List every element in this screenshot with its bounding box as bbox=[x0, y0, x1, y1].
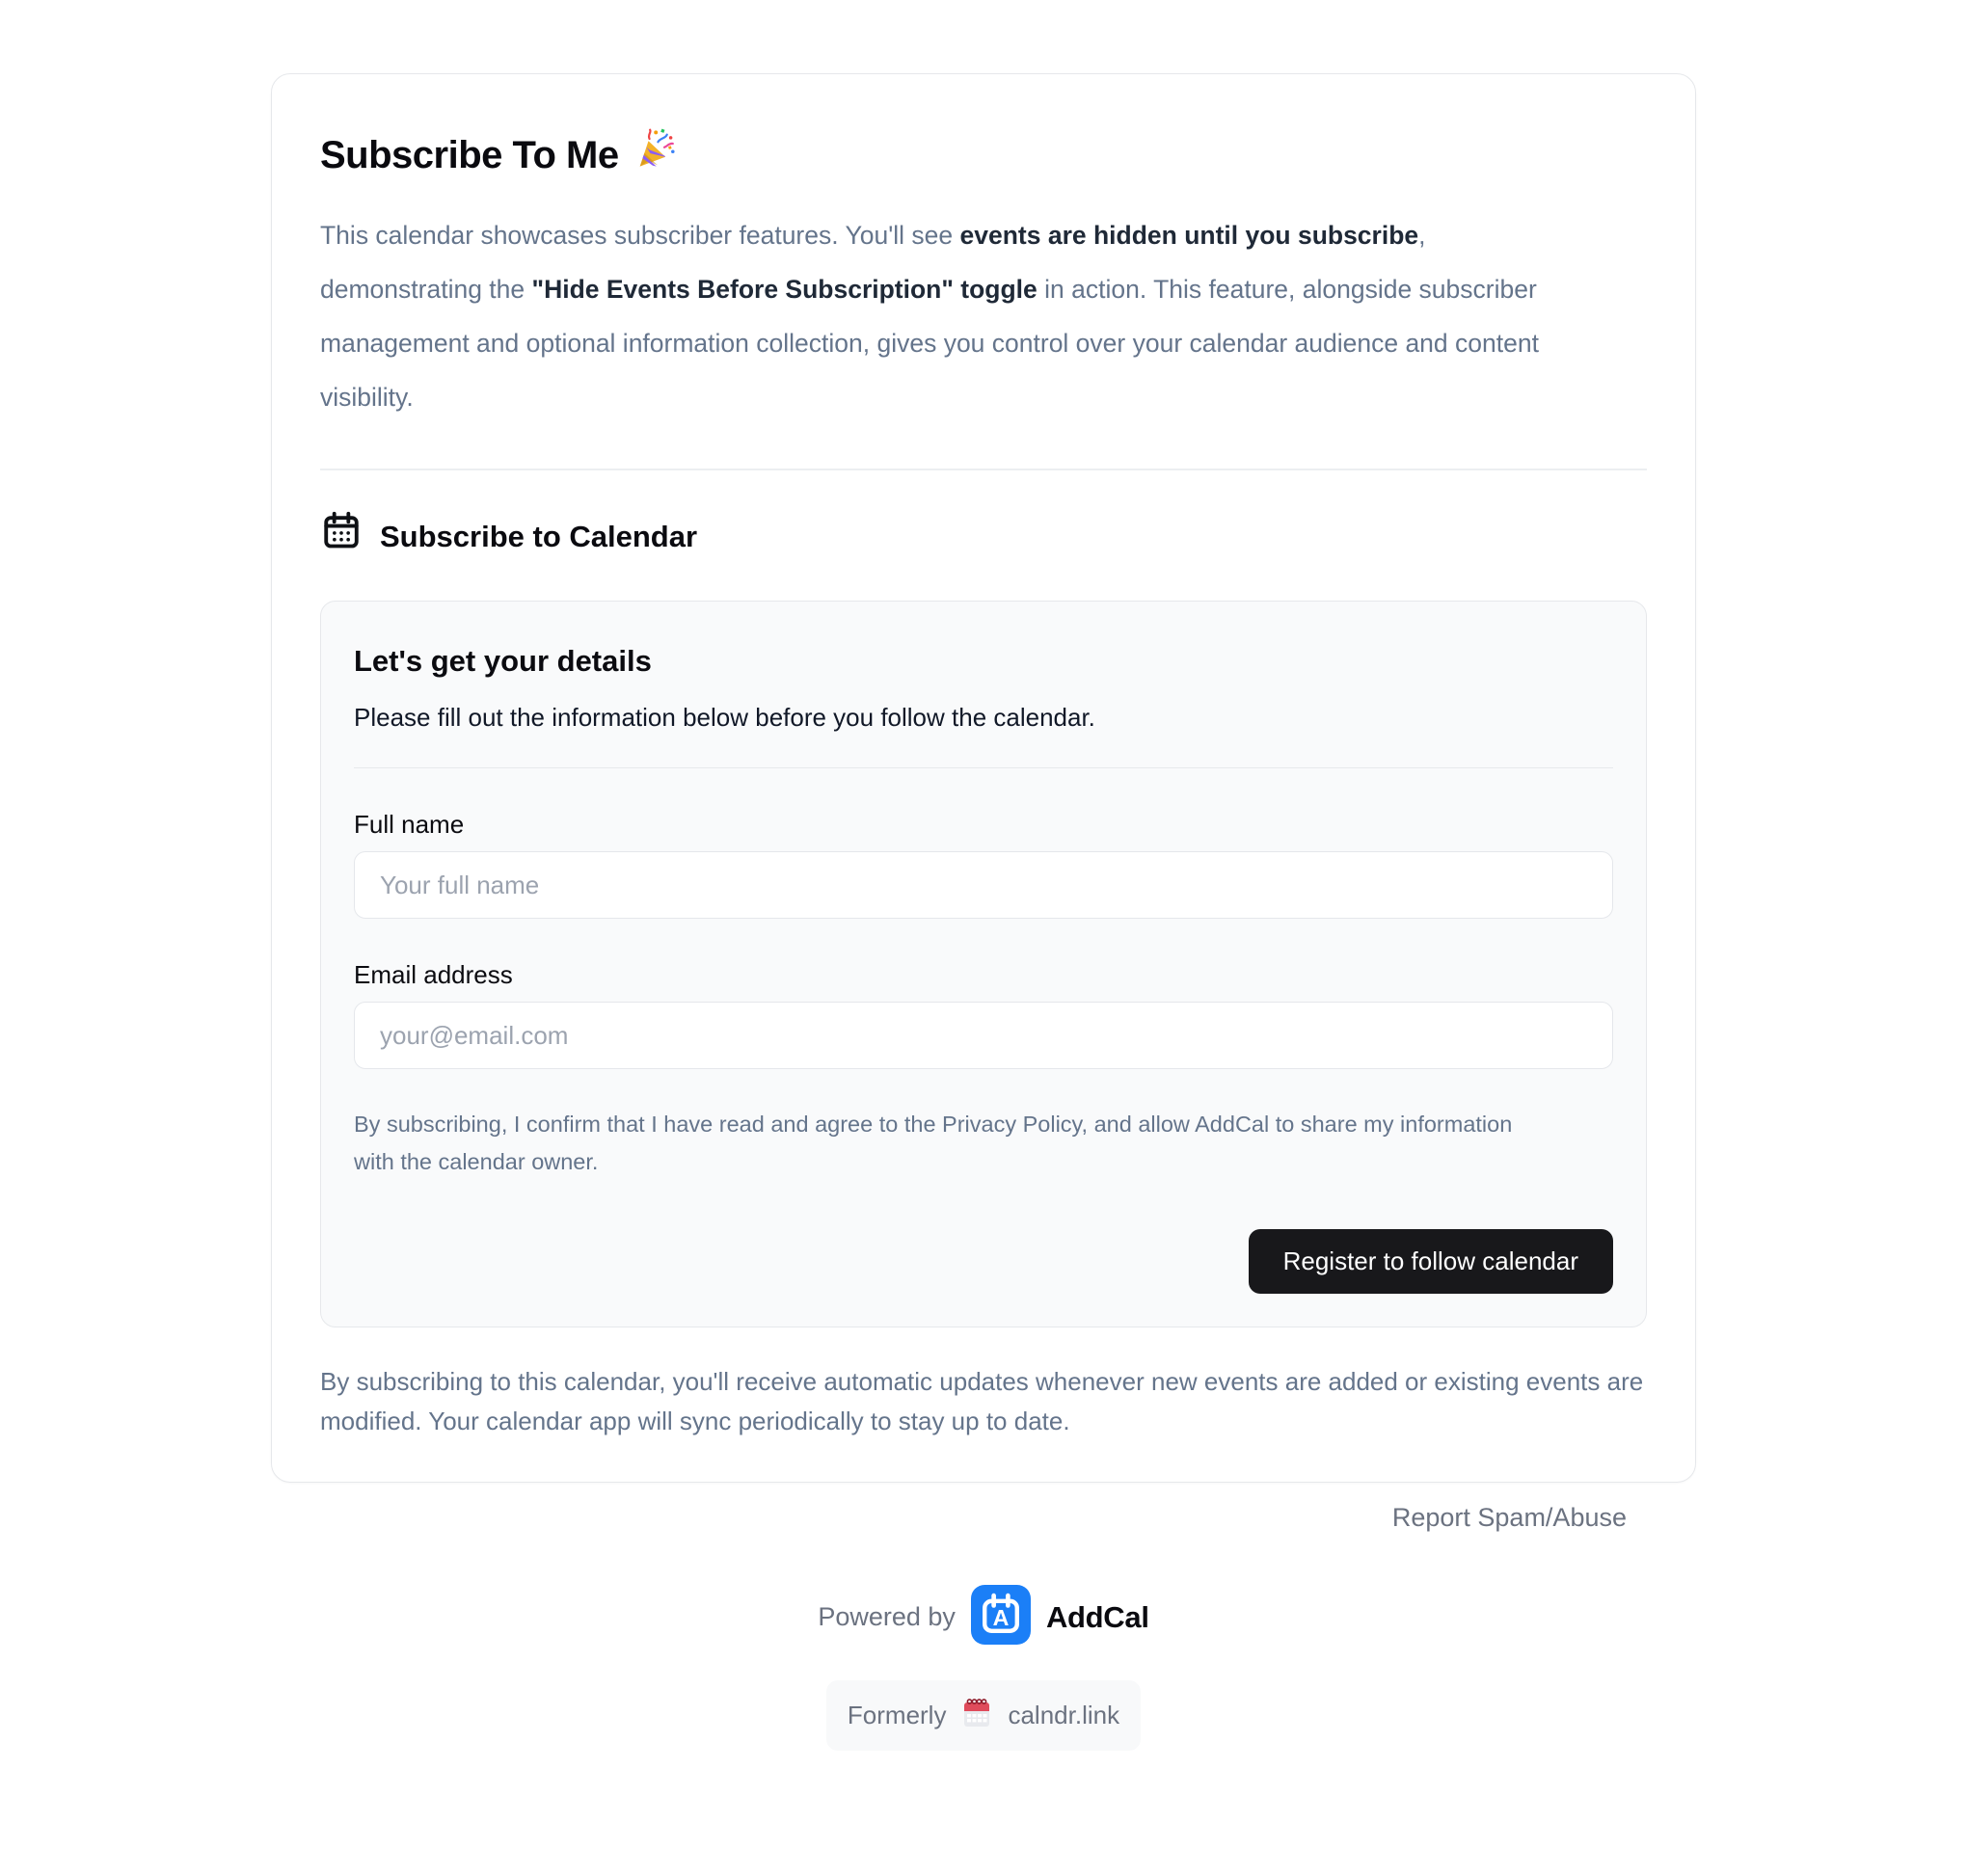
powered-by-label: Powered by bbox=[818, 1602, 956, 1631]
svg-text:A: A bbox=[992, 1604, 1010, 1630]
party-popper-icon bbox=[633, 128, 675, 181]
page-title bbox=[320, 128, 1647, 181]
form-title: Let's get your details bbox=[354, 644, 652, 678]
intro-text: This calendar showcases subscriber features. You'll see bbox=[320, 221, 960, 250]
full-name-label: Full name bbox=[354, 810, 465, 839]
intro-paragraph bbox=[320, 208, 1559, 424]
form-divider bbox=[354, 767, 1613, 768]
page-title-text: Subscribe To Me bbox=[320, 133, 619, 176]
intro-bold-hidden-events: events are hidden until you subscribe bbox=[959, 221, 1419, 250]
report-row bbox=[271, 1502, 1696, 1533]
powered-by[interactable] bbox=[0, 1585, 1967, 1649]
sync-note: By subscribing to this calendar, you'll receive automatic updates whenever new events are added or existing events are modified. Your calendar app will sync periodically to stay up to date. bbox=[320, 1367, 1644, 1435]
formerly-brand: calndr.link bbox=[1008, 1701, 1120, 1729]
subscribe-section-heading bbox=[320, 509, 1647, 564]
register-button[interactable]: Register to follow calendar bbox=[1249, 1229, 1613, 1294]
formerly-label: Formerly bbox=[847, 1701, 947, 1729]
intro-text: in action. This feature, alongside subscriber management and optional information collection, gives you control over your calendar audience and content visibility. bbox=[320, 275, 1539, 412]
formerly-row bbox=[0, 1680, 1967, 1751]
report-spam-link[interactable]: Report Spam/Abuse bbox=[1391, 1503, 1627, 1532]
details-form-card bbox=[320, 601, 1647, 1327]
full-name-input[interactable] bbox=[354, 851, 1613, 919]
email-input[interactable] bbox=[354, 1002, 1613, 1069]
email-label: Email address bbox=[354, 960, 513, 989]
form-subtitle: Please fill out the information below before you follow the calendar. bbox=[354, 703, 1095, 732]
formerly-badge[interactable] bbox=[826, 1680, 1141, 1751]
calendar-icon bbox=[320, 509, 363, 564]
consent-text: By subscribing, I confirm that I have read and agree to the Privacy Policy, and allow AddCal to share my information with the calendar owner. bbox=[354, 1112, 1513, 1174]
intro-text: , demonstrating the bbox=[320, 221, 1426, 304]
subscribe-section-title: Subscribe to Calendar bbox=[380, 519, 698, 553]
subscription-card bbox=[271, 73, 1696, 1483]
section-divider bbox=[320, 469, 1647, 470]
submit-row bbox=[354, 1229, 1613, 1294]
red-calendar-icon bbox=[959, 1694, 994, 1737]
intro-bold-toggle: "Hide Events Before Subscription" toggle bbox=[531, 275, 1037, 304]
brand-name: AddCal bbox=[1045, 1599, 1149, 1634]
addcal-logo-icon bbox=[971, 1585, 1031, 1649]
